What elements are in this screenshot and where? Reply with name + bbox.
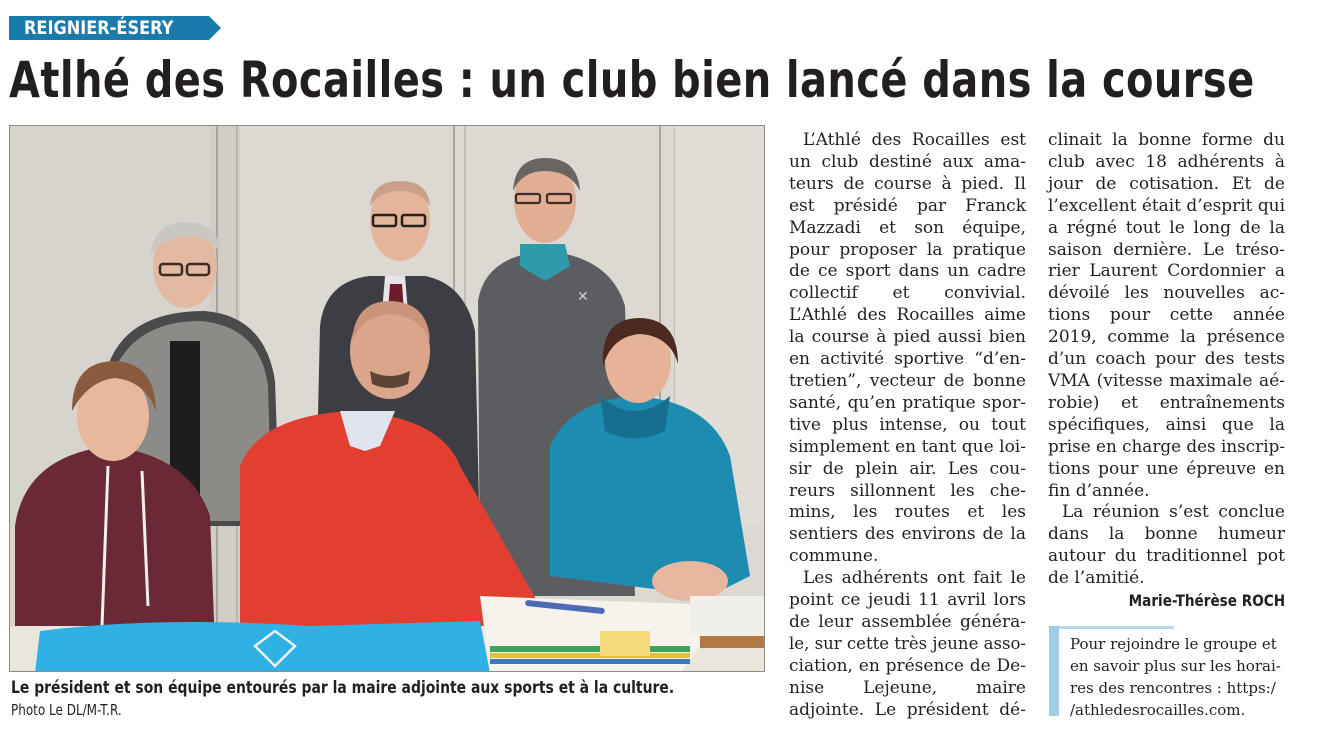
body-line: La réunion s’est conclue: [1062, 502, 1285, 523]
info-box-top-rule: [1049, 626, 1174, 629]
byline: [1048, 590, 1285, 612]
body-line: rier Laurent Cordonnier a: [1048, 261, 1285, 282]
body-line: autour du traditionnel pot: [1048, 546, 1285, 567]
body-line: sir de plein air. Les cou-: [789, 458, 1026, 479]
body-line: club avec 18 adhérents à: [1048, 151, 1285, 172]
body-line: le, sur cette très jeune asso-: [789, 633, 1026, 654]
body-line: sentiers des environs de la: [789, 524, 1026, 545]
body-line: tive plus intense, ou tout: [789, 414, 1026, 435]
body-line: pour proposer la pratique: [789, 239, 1026, 260]
body-line: L’Athlé des Rocailles aime: [789, 305, 1026, 326]
body-line: Mazzadi et son équipe,: [789, 217, 1026, 238]
body-line: 2019, comme la présence: [1048, 327, 1285, 348]
body-line: reurs sillonnent les che-: [789, 480, 1026, 501]
body-line: collectif et convivial.: [789, 283, 1026, 304]
info-box: [1049, 626, 1289, 719]
body-line: de ce sport dans un cadre: [789, 261, 1026, 282]
group-photo-illustration: [10, 126, 765, 672]
info-box-side-bar: [1049, 626, 1059, 716]
body-line: teurs de course à pied. Il: [789, 173, 1026, 194]
body-line: adjointe. Le président dé-: [789, 699, 1026, 720]
body-line: commune.: [789, 546, 879, 567]
body-line: a régné tout le long de la: [1048, 217, 1285, 238]
body-line: la course à pied aussi bien: [789, 327, 1026, 348]
body-line: jour de cotisation. Et de: [1048, 173, 1285, 194]
photo-credit: Photo Le DL/M-T.R.: [11, 701, 122, 719]
body-line: point ce jeudi 11 avril lors: [789, 590, 1026, 611]
body-line: un club destiné aux ama-: [789, 151, 1026, 172]
body-line: ciation, en présence de De-: [789, 655, 1026, 676]
body-line: Les adhérents ont fait le: [803, 568, 1026, 589]
body-line: l’excellent était d’esprit qui: [1048, 195, 1285, 216]
body-line: mins, les routes et les: [789, 502, 1026, 523]
info-box-text: [1070, 633, 1290, 721]
body-line: d’un coach pour des tests: [1048, 349, 1285, 370]
body-line: tretien”, vecteur de bonne: [789, 370, 1026, 391]
body-line: tions pour cette année: [1048, 305, 1285, 326]
body-line: de leur assemblée généra-: [789, 611, 1026, 632]
info-line-url: /athledesrocailles.com.: [1070, 701, 1246, 719]
section-kicker: [9, 16, 209, 40]
info-line: res des rencontres : https:/: [1070, 679, 1276, 697]
article-photo: [9, 125, 765, 672]
section-kicker-label: REIGNIER-ÉSERY: [24, 17, 174, 39]
article-column-2: [1048, 130, 1285, 612]
info-line: Pour rejoindre le groupe et: [1070, 635, 1277, 653]
body-line: saison dernière. Le tréso-: [1048, 239, 1285, 260]
article-column-1: [789, 130, 1026, 721]
body-line: robie) et entraînements: [1048, 392, 1285, 413]
body-line: en activité sportive “d’en-: [789, 349, 1026, 370]
body-line: L’Athlé des Rocailles est: [803, 130, 1026, 150]
body-line: clinait la bonne forme du: [1048, 130, 1285, 150]
body-line: de l’amitié.: [1048, 568, 1145, 589]
body-line: dévoilé les nouvelles ac-: [1048, 283, 1285, 304]
body-line: tions pour une épreuve en: [1048, 458, 1285, 479]
headline: Atlhé des Rocailles : un club bien lancé dans la course: [9, 51, 1255, 109]
body-line: spécifiques, ainsi que la: [1048, 414, 1285, 435]
body-line: VMA (vitesse maximale aé-: [1048, 370, 1285, 391]
svg-text:✕: ✕: [577, 289, 589, 305]
info-line: en savoir plus sur les horai-: [1070, 657, 1281, 675]
body-line: nise Lejeune, maire: [789, 677, 1026, 698]
body-line: dans la bonne humeur: [1048, 524, 1285, 545]
byline-author: Marie-Thérèse ROCH: [1128, 591, 1285, 611]
body-line: fin d’année.: [1048, 480, 1150, 501]
photo-caption: Le président et son équipe entourés par la maire adjointe aux sports et à la culture.: [11, 678, 675, 698]
body-line: est présidé par Franck: [789, 195, 1026, 216]
body-line: simplement en tant que loi-: [789, 436, 1026, 457]
body-line: santé, qu’en pratique spor-: [789, 392, 1026, 413]
body-line: prise en charge des inscrip-: [1048, 436, 1285, 457]
section-kicker-arrow: [209, 16, 221, 40]
